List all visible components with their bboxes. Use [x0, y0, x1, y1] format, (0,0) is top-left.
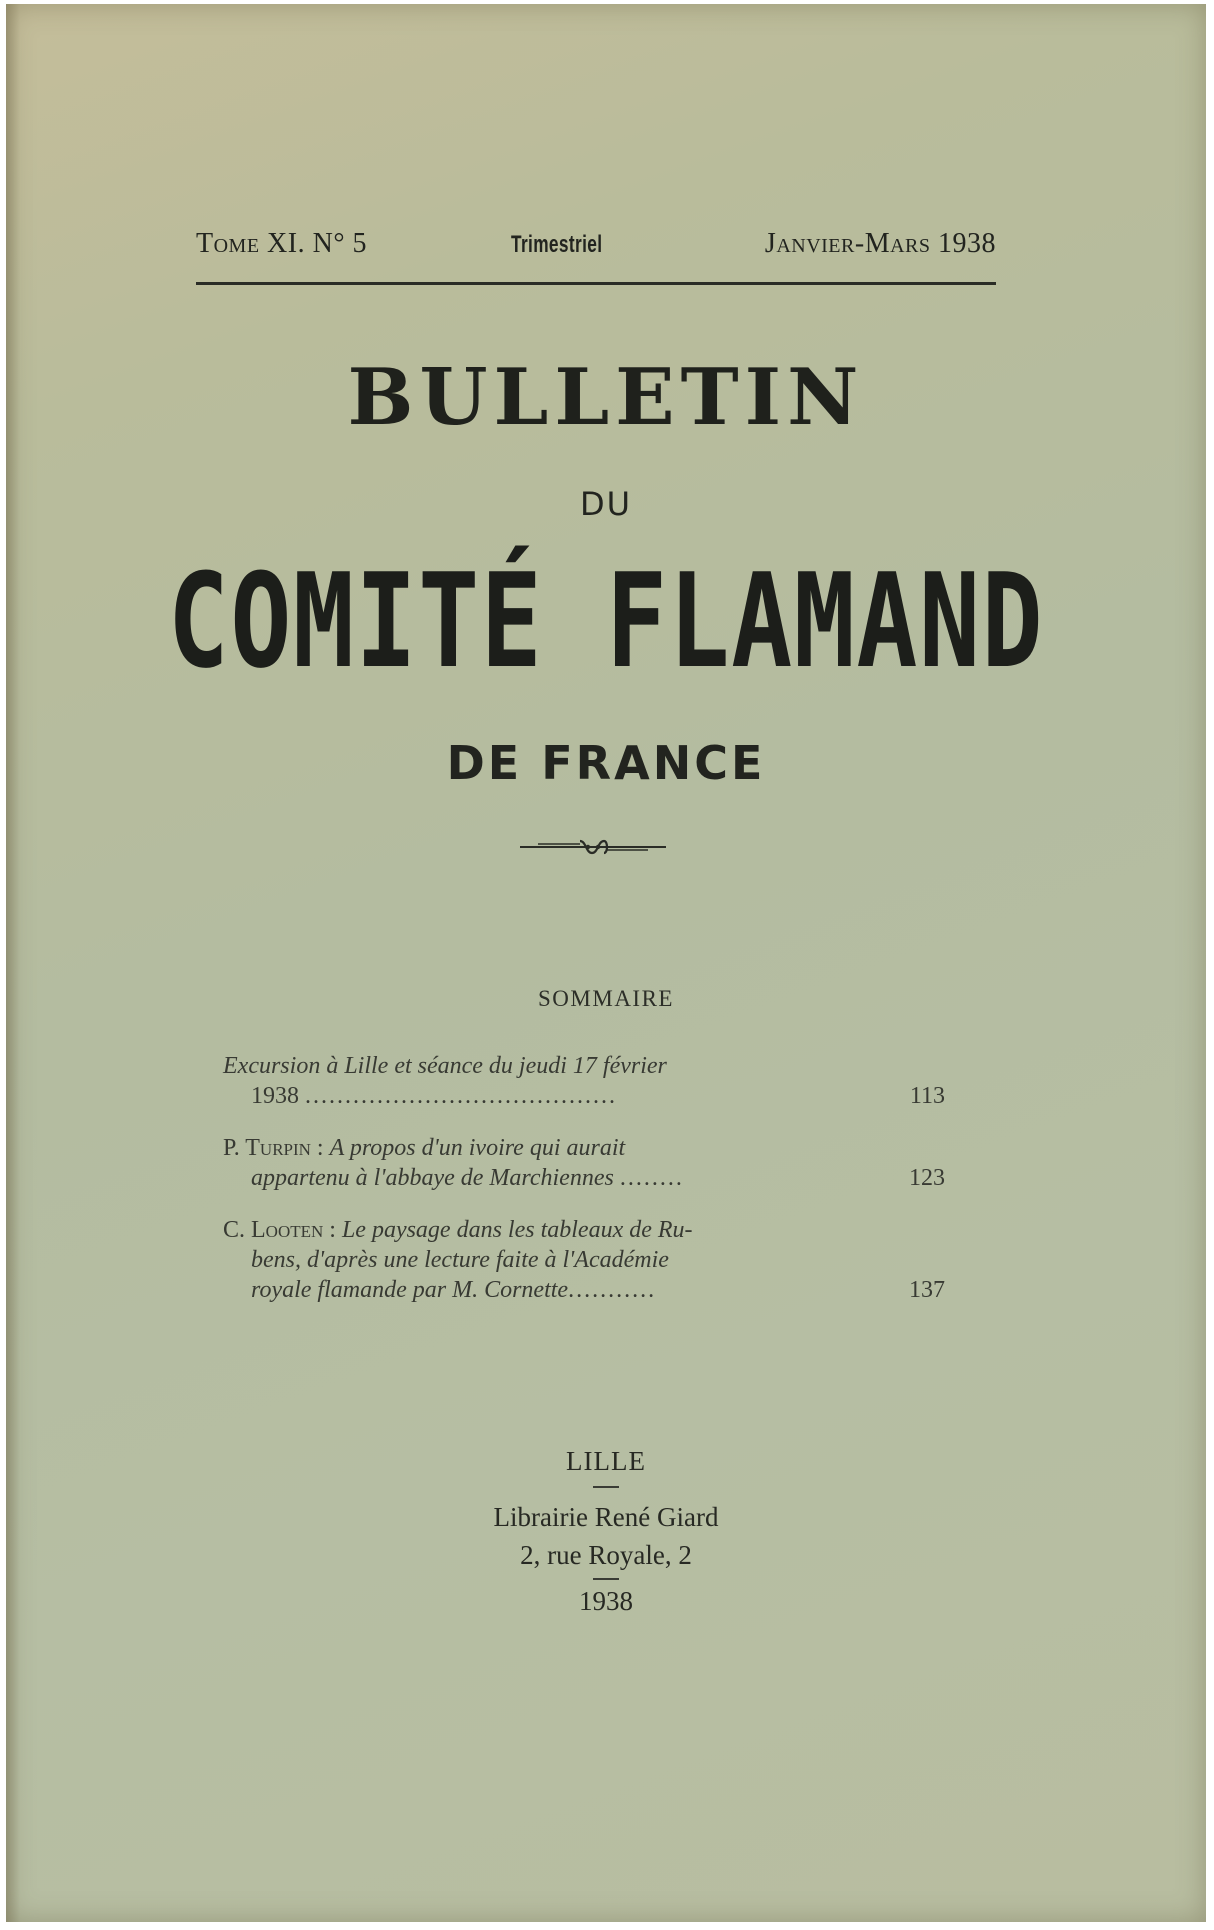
spine-shadow — [6, 4, 20, 1922]
toc-author: P. Turpin : — [223, 1135, 324, 1161]
toc-entry-title: Le paysage dans les tableaux de Ru- — [341, 1217, 693, 1243]
publisher-address: 2, rue Royale, 2 — [520, 1540, 692, 1570]
bulletin-cover — [6, 4, 1206, 1922]
publisher-dash — [593, 1486, 619, 1488]
toc-entry-title: A propos d'un ivoire qui aurait — [329, 1135, 626, 1161]
header-rule — [196, 282, 996, 285]
publication-frequency: Trimestriel — [511, 231, 603, 258]
publisher-dash — [593, 1578, 619, 1580]
table-of-contents — [223, 1051, 953, 1327]
title-comite-flamand: COMITÉ FLAMAND — [167, 545, 1045, 697]
volume-number: Tome XI. N° 5 — [196, 228, 368, 259]
toc-page-number: 113 — [909, 1083, 945, 1109]
toc-entry-title: bens, d'après une lecture faite à l'Académie — [251, 1247, 669, 1273]
toc-page-number: 137 — [909, 1277, 945, 1303]
toc-entry — [223, 1133, 953, 1193]
title-de-france: DE FRANCE — [446, 736, 766, 790]
leader-dots: ........ — [619, 1165, 684, 1191]
toc-page-number: 123 — [909, 1165, 945, 1191]
title-du: DU — [579, 485, 633, 523]
title-bulletin: BULLETIN — [347, 352, 865, 443]
toc-entry-title: Excursion à Lille et séance du jeudi 17 février — [223, 1053, 667, 1079]
publisher-block — [6, 1446, 1206, 1617]
toc-author: C. Looten : — [223, 1217, 336, 1243]
toc-entry — [223, 1051, 953, 1111]
issue-date: Janvier-Mars 1938 — [764, 228, 996, 259]
publication-year: 1938 — [579, 1586, 633, 1616]
toc-entry-title: royale flamande par M. Cornette — [251, 1277, 569, 1303]
header-row — [196, 228, 996, 268]
publisher-name: Librairie René Giard — [493, 1502, 719, 1532]
toc-entry-title: appartenu à l'abbaye de Marchiennes — [251, 1165, 614, 1191]
leader-dots: ........... — [568, 1277, 657, 1303]
publisher-city: LILLE — [566, 1446, 646, 1476]
toc-entry — [223, 1215, 953, 1305]
leader-dots: ....................................... — [305, 1083, 617, 1109]
toc-entry-title: 1938 — [251, 1083, 299, 1109]
contents-heading: SOMMAIRE — [538, 986, 674, 1011]
ornament-divider-icon — [518, 837, 668, 857]
